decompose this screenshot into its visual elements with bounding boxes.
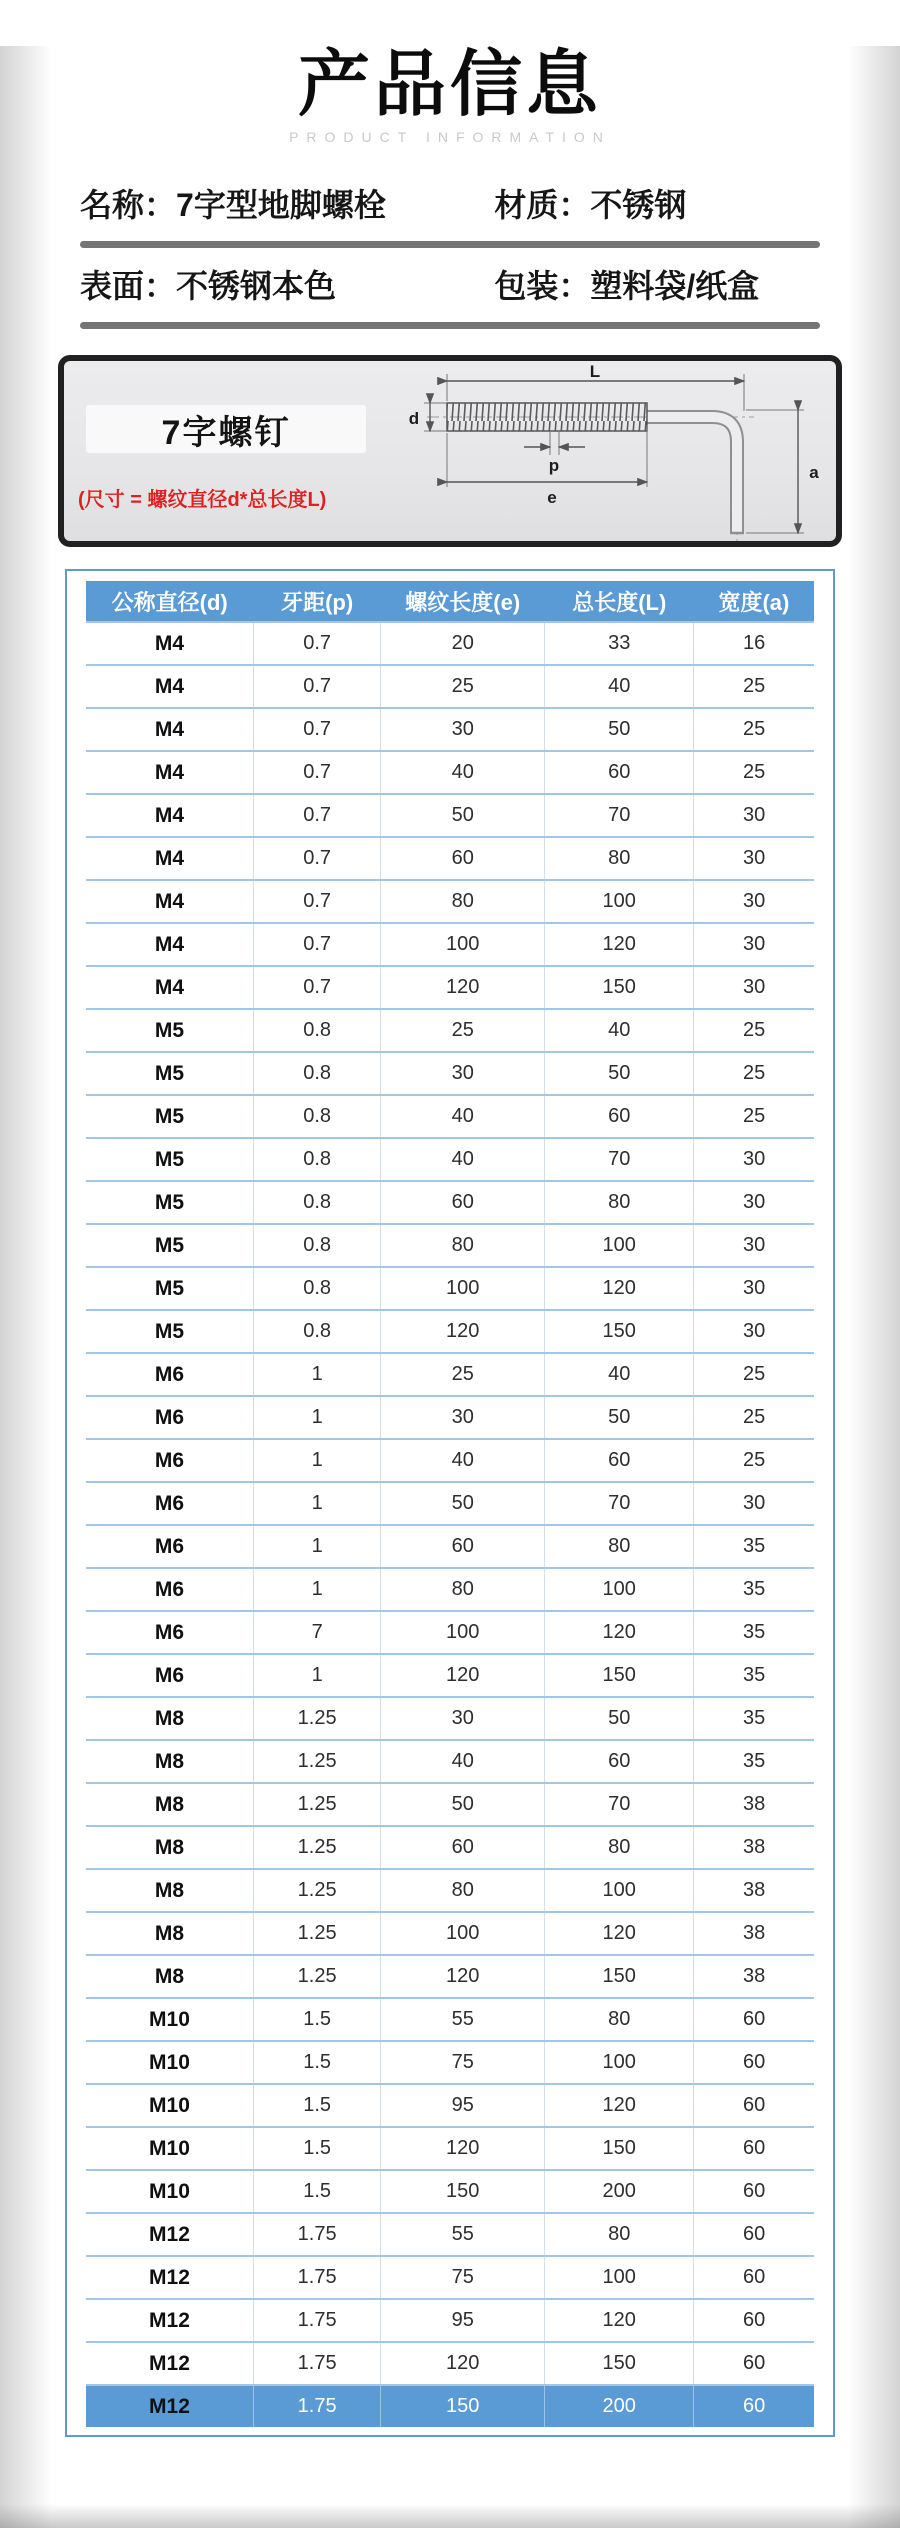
page-title: 产品信息 [297,45,602,125]
spec-value-cell: 30 [694,1267,814,1310]
spec-value-cell: 35 [694,1740,814,1783]
table-row [86,622,814,665]
spec-value-cell: 150 [545,1310,694,1353]
spec-size-cell: M4 [86,880,253,923]
table-row [86,1955,814,1998]
spec-value-cell: 150 [545,1654,694,1697]
spec-size-cell: M4 [86,794,253,837]
spec-value-cell: 0.7 [253,966,380,1009]
spec-value-cell: 25 [694,1353,814,1396]
spec-size-cell: M8 [86,1869,253,1912]
spec-value-cell: 25 [694,1439,814,1482]
spec-value-cell: 1 [253,1353,380,1396]
spec-table [86,581,814,2427]
spec-size-cell: M10 [86,2084,253,2127]
spec-size-cell: M6 [86,1568,253,1611]
spec-value-cell: 30 [694,923,814,966]
spec-value-cell: 30 [694,1138,814,1181]
info-item-material [494,180,820,226]
info-label: 材质： [494,187,591,224]
bolt-diagram [402,365,832,545]
spec-value-cell: 40 [545,1009,694,1052]
spec-value-cell: 60 [694,2385,814,2427]
spec-value-cell: 120 [381,1654,545,1697]
spec-table-body [86,622,814,2427]
spec-value-cell: 1 [253,1396,380,1439]
spec-value-cell: 30 [381,708,545,751]
spec-value-cell: 1.25 [253,1697,380,1740]
spec-value-cell: 100 [545,2041,694,2084]
table-row [86,1654,814,1697]
spec-value-cell: 1.5 [253,2084,380,2127]
spec-value-cell: 30 [694,837,814,880]
spec-value-cell: 75 [381,2041,545,2084]
spec-value-cell: 40 [545,1353,694,1396]
spec-value-cell: 33 [545,622,694,665]
bent-rod-body [647,417,737,532]
spec-size-cell: M5 [86,1310,253,1353]
table-row [86,1611,814,1654]
spec-value-cell: 200 [545,2170,694,2213]
spec-size-cell: M5 [86,1009,253,1052]
table-row [86,2385,814,2427]
spec-value-cell: 38 [694,1826,814,1869]
spec-value-cell: 80 [381,880,545,923]
spec-value-cell: 1.5 [253,1998,380,2041]
spec-value-cell: 60 [381,1525,545,1568]
table-row [86,1353,814,1396]
spec-value-cell: 1.25 [253,1955,380,1998]
spec-value-cell: 0.7 [253,665,380,708]
spec-value-cell: 35 [694,1697,814,1740]
table-row [86,1439,814,1482]
spec-value-cell: 60 [545,1740,694,1783]
spec-value-cell: 25 [694,1396,814,1439]
info-item-name [80,180,494,226]
spec-value-cell: 0.8 [253,1052,380,1095]
spec-value-cell: 80 [381,1568,545,1611]
spec-value-cell: 60 [381,1181,545,1224]
spec-value-cell: 60 [545,751,694,794]
spec-value-cell: 60 [381,837,545,880]
spec-value-cell: 1.5 [253,2170,380,2213]
spec-size-cell: M8 [86,1783,253,1826]
info-row [80,167,820,241]
dimension-label-L: L [589,365,601,382]
spec-value-cell: 100 [545,1568,694,1611]
table-row [86,665,814,708]
spec-size-cell: M10 [86,2041,253,2084]
dimension-label-d: d [408,409,420,429]
table-row [86,1310,814,1353]
spec-value-cell: 30 [694,1224,814,1267]
spec-value-cell: 0.7 [253,923,380,966]
spec-value-cell: 95 [381,2299,545,2342]
spec-value-cell: 55 [381,2213,545,2256]
spec-value-cell: 1 [253,1525,380,1568]
product-image-card [58,355,842,547]
spec-value-cell: 30 [381,1697,545,1740]
spec-value-cell: 1.75 [253,2256,380,2299]
spec-value-cell: 100 [381,923,545,966]
spec-value-cell: 0.7 [253,794,380,837]
spec-size-cell: M8 [86,1826,253,1869]
table-row [86,1052,814,1095]
spec-value-cell: 0.7 [253,708,380,751]
spec-value-cell: 1.25 [253,1740,380,1783]
spec-value-cell: 80 [545,1525,694,1568]
spec-value-cell: 25 [694,708,814,751]
table-row [86,1267,814,1310]
spec-size-cell: M4 [86,837,253,880]
threaded-section [447,403,647,431]
spec-value-cell: 30 [694,794,814,837]
table-row [86,794,814,837]
spec-value-cell: 25 [381,1353,545,1396]
page-edge-shade-left [0,46,52,2528]
spec-value-cell: 25 [694,1009,814,1052]
spec-value-cell: 0.8 [253,1181,380,1224]
page-subtitle: PRODUCT INFORMATION [289,129,611,146]
spec-value-cell: 60 [545,1439,694,1482]
dimension-label-e: e [547,488,557,508]
spec-value-cell: 60 [694,2342,814,2385]
info-item-surface [80,261,494,307]
page-edge-shade-right [848,46,900,2528]
spec-size-cell: M4 [86,665,253,708]
spec-value-cell: 1 [253,1568,380,1611]
spec-value-cell: 60 [694,2041,814,2084]
table-row [86,1095,814,1138]
spec-value-cell: 95 [381,2084,545,2127]
spec-size-cell: M10 [86,2170,253,2213]
spec-size-cell: M8 [86,1955,253,1998]
spec-value-cell: 1.25 [253,1869,380,1912]
table-row [86,2213,814,2256]
spec-value-cell: 0.8 [253,1310,380,1353]
spec-value-cell: 150 [545,1955,694,1998]
spec-value-cell: 80 [381,1869,545,1912]
spec-size-cell: M6 [86,1525,253,1568]
table-row [86,1181,814,1224]
table-row [86,751,814,794]
spec-value-cell: 120 [381,1310,545,1353]
spec-size-cell: M12 [86,2385,253,2427]
spec-size-cell: M8 [86,1697,253,1740]
spec-value-cell: 38 [694,1912,814,1955]
spec-value-cell: 60 [381,1826,545,1869]
spec-value-cell: 100 [545,1869,694,1912]
spec-value-cell: 80 [545,2213,694,2256]
spec-column-header: 牙距(p) [253,581,380,622]
spec-value-cell: 35 [694,1654,814,1697]
spec-value-cell: 60 [694,1998,814,2041]
spec-column-header: 公称直径(d) [86,581,253,622]
spec-value-cell: 100 [545,2256,694,2299]
spec-value-cell: 50 [545,1697,694,1740]
spec-value-cell: 150 [545,2127,694,2170]
spec-value-cell: 50 [381,794,545,837]
spec-value-cell: 60 [694,2299,814,2342]
table-row [86,966,814,1009]
spec-value-cell: 30 [694,1181,814,1224]
spec-value-cell: 50 [381,1482,545,1525]
table-row [86,1568,814,1611]
spec-size-cell: M6 [86,1482,253,1525]
spec-value-cell: 70 [545,794,694,837]
spec-value-cell: 0.7 [253,837,380,880]
spec-size-cell: M6 [86,1439,253,1482]
spec-value-cell: 100 [381,1611,545,1654]
spec-value-cell: 120 [545,1611,694,1654]
spec-size-cell: M5 [86,1138,253,1181]
spec-value-cell: 38 [694,1869,814,1912]
spec-value-cell: 120 [381,1955,545,1998]
spec-value-cell: 30 [381,1052,545,1095]
spec-column-header: 宽度(a) [694,581,814,622]
table-row [86,1826,814,1869]
table-row [86,2084,814,2127]
table-row [86,2170,814,2213]
spec-value-cell: 0.8 [253,1224,380,1267]
table-row [86,1869,814,1912]
spec-value-cell: 80 [545,1181,694,1224]
spec-value-cell: 60 [694,2256,814,2299]
spec-value-cell: 25 [694,665,814,708]
spec-value-cell: 7 [253,1611,380,1654]
spec-value-cell: 0.7 [253,880,380,923]
info-row [80,248,820,322]
spec-size-cell: M5 [86,1181,253,1224]
spec-value-cell: 100 [381,1267,545,1310]
info-value: 不锈钢 [590,187,687,224]
table-row [86,1740,814,1783]
spec-size-cell: M5 [86,1095,253,1138]
spec-size-cell: M6 [86,1611,253,1654]
spec-value-cell: 1.75 [253,2299,380,2342]
spec-value-cell: 40 [545,665,694,708]
size-note: (尺寸 = 螺纹直径d*总长度L) [78,489,327,512]
spec-value-cell: 120 [545,2084,694,2127]
info-label: 名称： [80,187,177,224]
spec-value-cell: 50 [545,1396,694,1439]
spec-value-cell: 0.7 [253,751,380,794]
table-row [86,1912,814,1955]
spec-size-cell: M5 [86,1224,253,1267]
table-row [86,2342,814,2385]
spec-value-cell: 60 [694,2084,814,2127]
spec-size-cell: M12 [86,2299,253,2342]
table-row [86,2256,814,2299]
spec-size-cell: M4 [86,923,253,966]
table-row [86,2041,814,2084]
spec-value-cell: 35 [694,1525,814,1568]
spec-value-cell: 120 [545,2299,694,2342]
spec-value-cell: 80 [545,837,694,880]
spec-size-cell: M4 [86,966,253,1009]
spec-value-cell: 1.5 [253,2127,380,2170]
spec-value-cell: 38 [694,1955,814,1998]
table-row [86,1482,814,1525]
spec-value-cell: 70 [545,1783,694,1826]
spec-value-cell: 25 [694,751,814,794]
spec-size-cell: M5 [86,1267,253,1310]
spec-size-cell: M6 [86,1353,253,1396]
spec-value-cell: 1.5 [253,2041,380,2084]
spec-table-card [65,569,835,2437]
spec-value-cell: 120 [381,2127,545,2170]
spec-value-cell: 0.8 [253,1095,380,1138]
table-row [86,1224,814,1267]
spec-value-cell: 38 [694,1783,814,1826]
spec-value-cell: 40 [381,1740,545,1783]
spec-value-cell: 150 [381,2385,545,2427]
spec-value-cell: 80 [545,1998,694,2041]
spec-value-cell: 1 [253,1482,380,1525]
spec-size-cell: M4 [86,708,253,751]
info-section [80,167,820,329]
spec-value-cell: 50 [381,1783,545,1826]
spec-size-cell: M5 [86,1052,253,1095]
spec-value-cell: 40 [381,751,545,794]
spec-value-cell: 120 [545,1912,694,1955]
spec-value-cell: 0.8 [253,1138,380,1181]
spec-value-cell: 25 [381,1009,545,1052]
spec-value-cell: 1.75 [253,2342,380,2385]
spec-value-cell: 120 [545,923,694,966]
spec-column-header: 螺纹长度(e) [381,581,545,622]
spec-value-cell: 30 [694,966,814,1009]
spec-value-cell: 60 [694,2213,814,2256]
spec-value-cell: 0.8 [253,1267,380,1310]
spec-value-cell: 100 [381,1912,545,1955]
spec-value-cell: 1 [253,1439,380,1482]
spec-value-cell: 150 [545,2342,694,2385]
spec-value-cell: 70 [545,1138,694,1181]
spec-size-cell: M8 [86,1740,253,1783]
table-row [86,1998,814,2041]
info-label: 表面： [80,268,177,305]
spec-value-cell: 0.8 [253,1009,380,1052]
spec-value-cell: 40 [381,1095,545,1138]
spec-value-cell: 30 [381,1396,545,1439]
spec-value-cell: 80 [545,1826,694,1869]
spec-value-cell: 30 [694,1482,814,1525]
spec-size-cell: M4 [86,622,253,665]
spec-value-cell: 1.75 [253,2213,380,2256]
spec-value-cell: 40 [381,1138,545,1181]
dimension-label-a: a [809,463,819,483]
spec-value-cell: 35 [694,1568,814,1611]
spec-value-cell: 25 [694,1052,814,1095]
info-label: 包装： [494,268,591,305]
table-row [86,880,814,923]
spec-value-cell: 60 [694,2127,814,2170]
table-row [86,1783,814,1826]
spec-value-cell: 1.25 [253,1826,380,1869]
spec-size-cell: M12 [86,2342,253,2385]
spec-value-cell: 55 [381,1998,545,2041]
spec-value-cell: 60 [694,2170,814,2213]
table-row [86,708,814,751]
spec-value-cell: 150 [545,966,694,1009]
table-row [86,923,814,966]
bent-rod-outline [647,417,737,533]
info-value: 7字型地脚螺栓 [176,187,386,224]
spec-size-cell: M12 [86,2213,253,2256]
table-row [86,2127,814,2170]
spec-value-cell: 30 [694,1310,814,1353]
spec-value-cell: 60 [545,1095,694,1138]
spec-value-cell: 150 [381,2170,545,2213]
spec-value-cell: 35 [694,1611,814,1654]
spec-value-cell: 80 [381,1224,545,1267]
info-item-packaging [494,261,820,307]
spec-value-cell: 40 [381,1439,545,1482]
divider [80,322,820,329]
spec-value-cell: 200 [545,2385,694,2427]
spec-value-cell: 16 [694,622,814,665]
spec-value-cell: 20 [381,622,545,665]
spec-value-cell: 120 [381,2342,545,2385]
spec-value-cell: 30 [694,880,814,923]
spec-value-cell: 100 [545,1224,694,1267]
spec-value-cell: 50 [545,1052,694,1095]
table-row [86,1697,814,1740]
spec-table-header [86,581,814,622]
spec-value-cell: 120 [381,966,545,1009]
spec-column-header: 总长度(L) [545,581,694,622]
spec-value-cell: 120 [545,1267,694,1310]
spec-value-cell: 100 [545,880,694,923]
spec-value-cell: 1.25 [253,1912,380,1955]
spec-value-cell: 75 [381,2256,545,2299]
spec-size-cell: M10 [86,2127,253,2170]
dimension-label-p: p [548,456,560,476]
spec-size-cell: M12 [86,2256,253,2299]
spec-value-cell: 0.7 [253,622,380,665]
spec-value-cell: 70 [545,1482,694,1525]
info-value: 塑料袋/纸盒 [590,268,760,305]
product-badge: 7字螺钉 [86,405,366,453]
spec-value-cell: 25 [381,665,545,708]
page-edge-shade-bottom [0,2504,900,2528]
table-row [86,2299,814,2342]
spec-size-cell: M10 [86,1998,253,2041]
spec-size-cell: M6 [86,1396,253,1439]
table-row [86,837,814,880]
spec-size-cell: M6 [86,1654,253,1697]
spec-value-cell: 25 [694,1095,814,1138]
info-value: 不锈钢本色 [176,268,337,305]
divider [80,241,820,248]
spec-value-cell: 1.75 [253,2385,380,2427]
spec-value-cell: 1.25 [253,1783,380,1826]
spec-size-cell: M8 [86,1912,253,1955]
spec-size-cell: M4 [86,751,253,794]
table-row [86,1138,814,1181]
spec-value-cell: 1 [253,1654,380,1697]
table-row [86,1525,814,1568]
table-row [86,1009,814,1052]
spec-value-cell: 50 [545,708,694,751]
table-row [86,1396,814,1439]
